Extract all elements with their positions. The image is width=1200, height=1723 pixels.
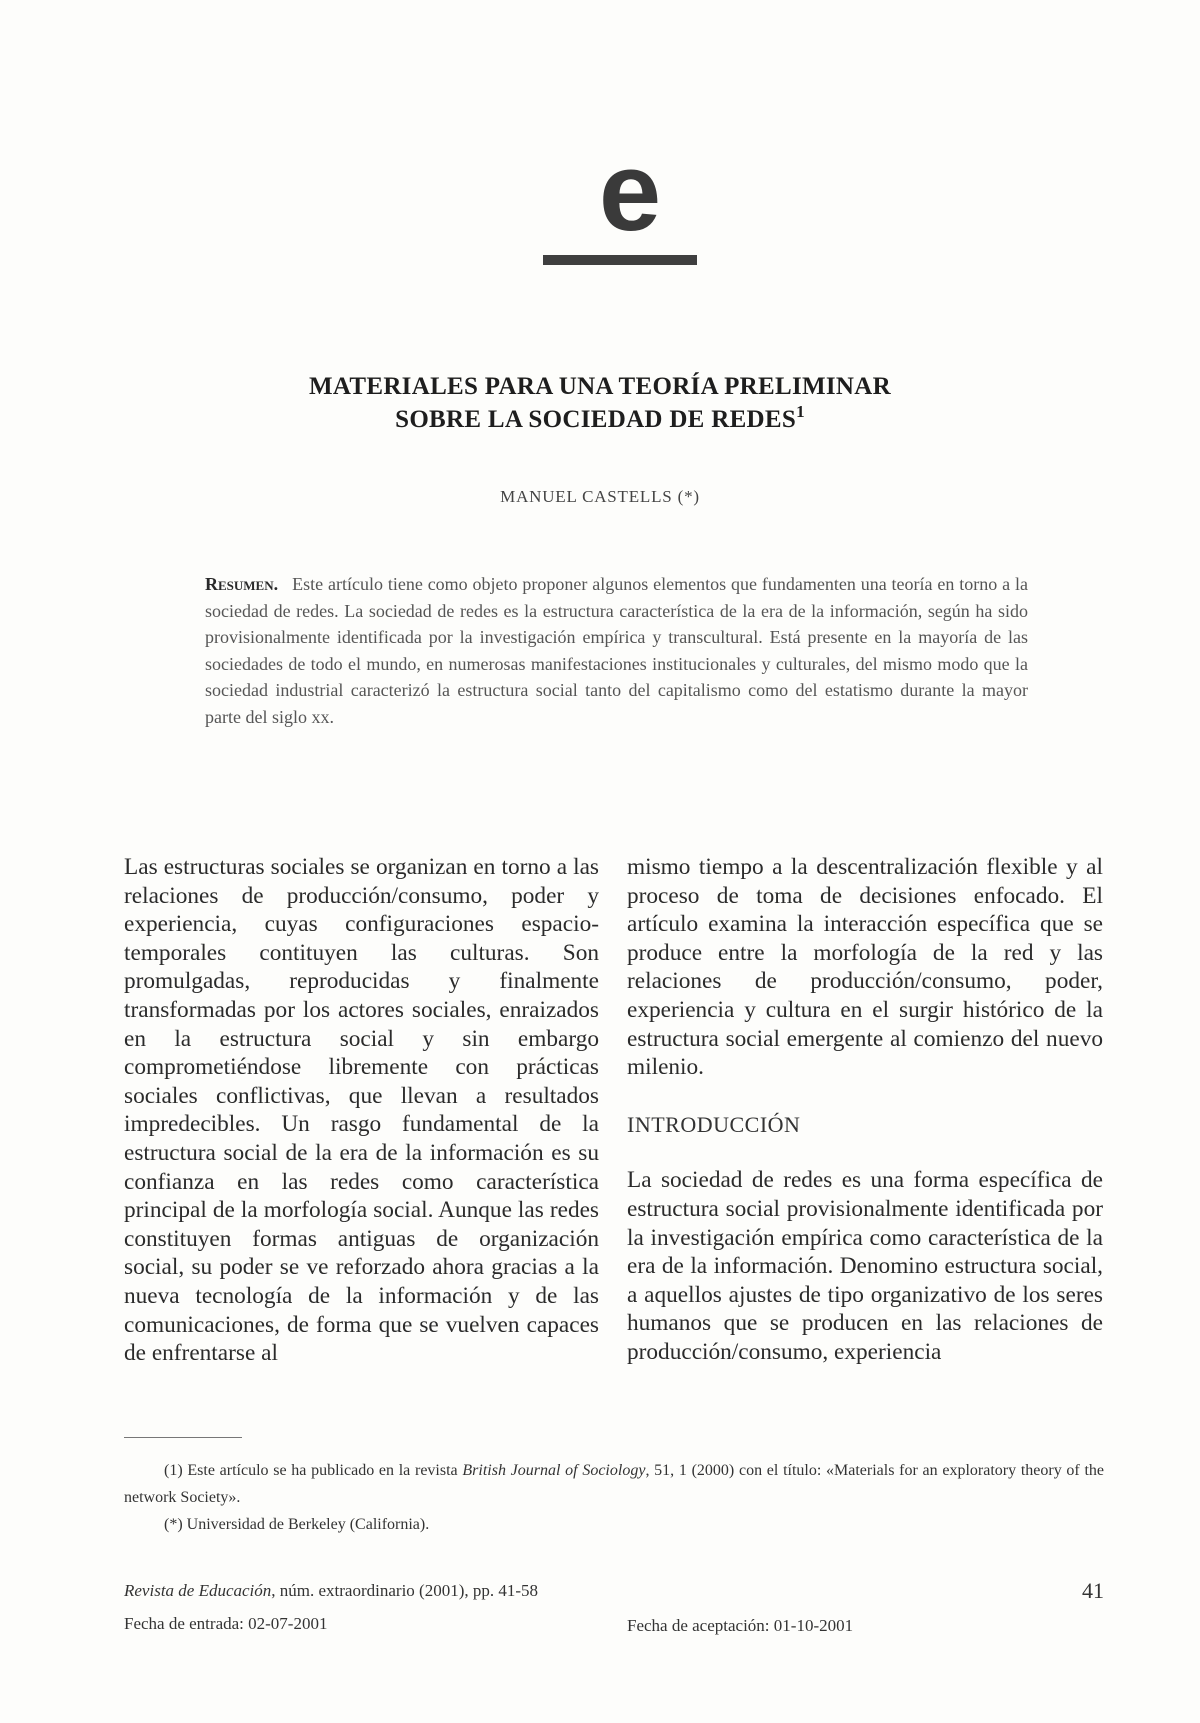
- logo-underline-bar: [543, 255, 697, 265]
- body-paragraph-left: Las estructuras sociales se organizan en torno a las relaciones de producción/consumo, poder y experiencia, cuyas configuraciones espacio-temporales contituyen las culturas. Son promulgadas, reproducidas y finalmente transformadas por los actores sociales, enraizados en la estructura social y sin embargo comprometiéndose libremente con prácticas sociales conflictivas, que llevan a resultados impredecibles. Un rasgo fundamental de la estructura social de la era de la información es su confianza en las redes como característica principal de la morfología social. Aunque las redes constituyen formas antiguas de organización social, su poder se ve reforzado ahora gracias a la nueva tecnología de la información y de las comunicaciones, de forma que se vuelven capaces de enfrentarse al: [124, 854, 599, 1367]
- footnote-1: [124, 1457, 1104, 1511]
- section-heading-introduccion: INTRODUCCIÓN: [627, 1111, 801, 1137]
- date-acceptance: Fecha de aceptación: 01-10-2001: [627, 1616, 854, 1635]
- footnote-1-journal: British Journal of Sociology: [462, 1462, 646, 1479]
- footnote-1-suffix: , 51, 1 (2000) con el título: «Materials for an exploratory theory of the network Society».: [124, 1462, 1105, 1506]
- footer-journal-citation: [124, 1581, 538, 1601]
- footnote-author-affiliation: (*) Universidad de Berkeley (California).: [164, 1516, 430, 1533]
- footnote-1-prefix: (1) Este artículo se ha publicado en la revista: [164, 1462, 463, 1479]
- author-name: MANUEL CASTELLS (*): [500, 487, 700, 506]
- intro-paragraph: La sociedad de redes es una forma específica de estructura social provisionalmente identificada por la investigación empírica como característica de la era de la información. Denomino estructura social, a aquellos ajustes de tipo organizativo de los seres humanos que se producen en las relaciones de producción/consumo, experiencia: [627, 1167, 1103, 1365]
- title-line-1: MATERIALES PARA UNA TEORÍA PRELIMINAR: [308, 373, 891, 400]
- body-column-left: [124, 853, 599, 1368]
- article-title: [150, 370, 1050, 436]
- footnote-separator: [124, 1437, 242, 1438]
- title-footnote-mark: 1: [796, 402, 805, 421]
- title-line-2-text: SOBRE LA SOCIEDAD DE REDES: [395, 406, 797, 433]
- journal-e-logo-icon: [580, 148, 680, 268]
- abstract-text: Este artículo tiene como objeto proponer algunos elementos que fundamenten una teoría en torno a la sociedad de redes. La sociedad de redes es la estructura característica de la era de la información, según ha sido provisionalmente identificada por la investigación empírica y transcultural. Está presente en la mayoría de las sociedades de todo el mundo, en numerosas manifestaciones institucionales y culturales, del mismo modo que la sociedad industrial caracterizó la estructura social tanto del capitalismo como del estatismo durante la mayor parte del siglo xx.: [205, 574, 1028, 727]
- footnotes: [124, 1457, 1104, 1538]
- footer-journal-name: Revista de Educación: [124, 1581, 272, 1600]
- title-line-2: [150, 403, 1050, 436]
- page-number: 41: [1082, 1578, 1104, 1603]
- footer-journal-details: , núm. extraordinario (2001), pp. 41-58: [271, 1581, 539, 1600]
- date-entry: Fecha de entrada: 02-07-2001: [124, 1614, 328, 1633]
- body-column-right: [627, 853, 1103, 1367]
- abstract-label: Resumen.: [205, 574, 279, 594]
- body-paragraph-right: mismo tiempo a la descentralización flexible y al proceso de toma de decisiones enfocado. El artículo examina la interacción específica que se produce entre la morfología de la red y las relaciones de producción/consumo, poder, experiencia y cultura en el surgir histórico de la estructura social emergente al comienzo del nuevo milenio.: [627, 854, 1103, 1081]
- logo-letter: e: [598, 148, 662, 254]
- abstract: [205, 571, 1028, 730]
